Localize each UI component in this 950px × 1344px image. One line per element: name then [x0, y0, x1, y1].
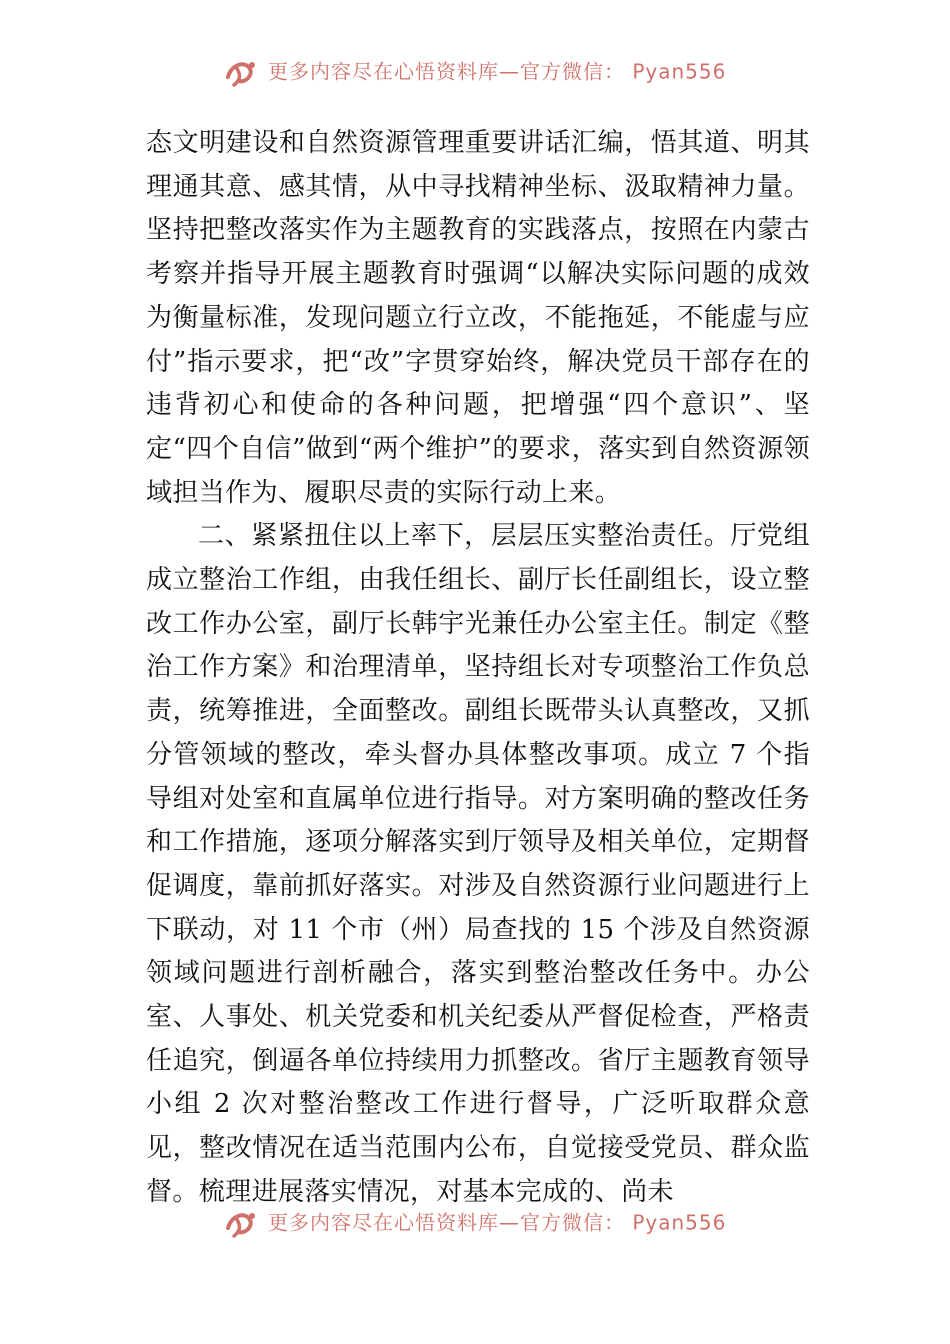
watermark-text: 更多内容尽在心悟资料库—官方微信： Pyan556 [268, 59, 727, 84]
watermark-text: 更多内容尽在心悟资料库—官方微信： Pyan556 [268, 1210, 727, 1235]
watermark-logo-icon [224, 1208, 258, 1238]
paragraph-continued: 态文明建设和自然资源管理重要讲话汇编，悟其道、明其理通其意、感其情，从中寻找精神坐标、汲取精神力量。坚持把整改落实作为主题教育的实践落点，按照在内蒙古考察并指导开展主题教育时强调“以解决实际问题的成效为衡量标准，发现问题立行立改，不能拖延，不能虚与应付”指示要求，把“改”字贯穿始终，解决党员干部存在的违背初心和使命的各种问题，把增强“四个意识”、坚定“四个自信”做到“两个维护”的要求，落实到自然资源领域担当作为、履职尽责的实际行动上来。 [146, 128, 810, 508]
paragraph-section-two: 二、紧紧扭住以上率下，层层压实整治责任。厅党组成立整治工作组，由我任组长、副厅长任副组长，设立整改工作办公室，副厅长韩宇光兼任办公室主任。制定《整治工作方案》和治理清单，坚持组长对专项整治工作负总责，统筹推进，全面整改。副组长既带头认真整改，又抓分管领域的整改，牵头督办具体整改事项。成立 7 个指导组对处室和直属单位进行指导。对方案明确的整改任务和工作措施，逐项分解落实到厅领导及相关单位，定期督促调度，靠前抓好落实。对涉及自然资源行业问题进行上下联动，对 11 个市（州）局查找的 15 个涉及自然资源领域问题进行剖析融合，落实到整治整改任务中。办公室、人事处、机关党委和机关纪委从严督促检查，严格责任追究，倒逼各单位持续用力抓整改。省厅主题教育领导小组 2 次对整治整改工作进行督导，广泛听取群众意见，整改情况在适当范围内公布，自觉接受党员、群众监督。梳理进展落实情况，对基本完成的、尚未 [146, 521, 810, 1207]
watermark-header [0, 50, 950, 90]
document-body [146, 122, 810, 1215]
watermark-logo-icon [224, 57, 258, 87]
watermark-footer [0, 1201, 950, 1241]
